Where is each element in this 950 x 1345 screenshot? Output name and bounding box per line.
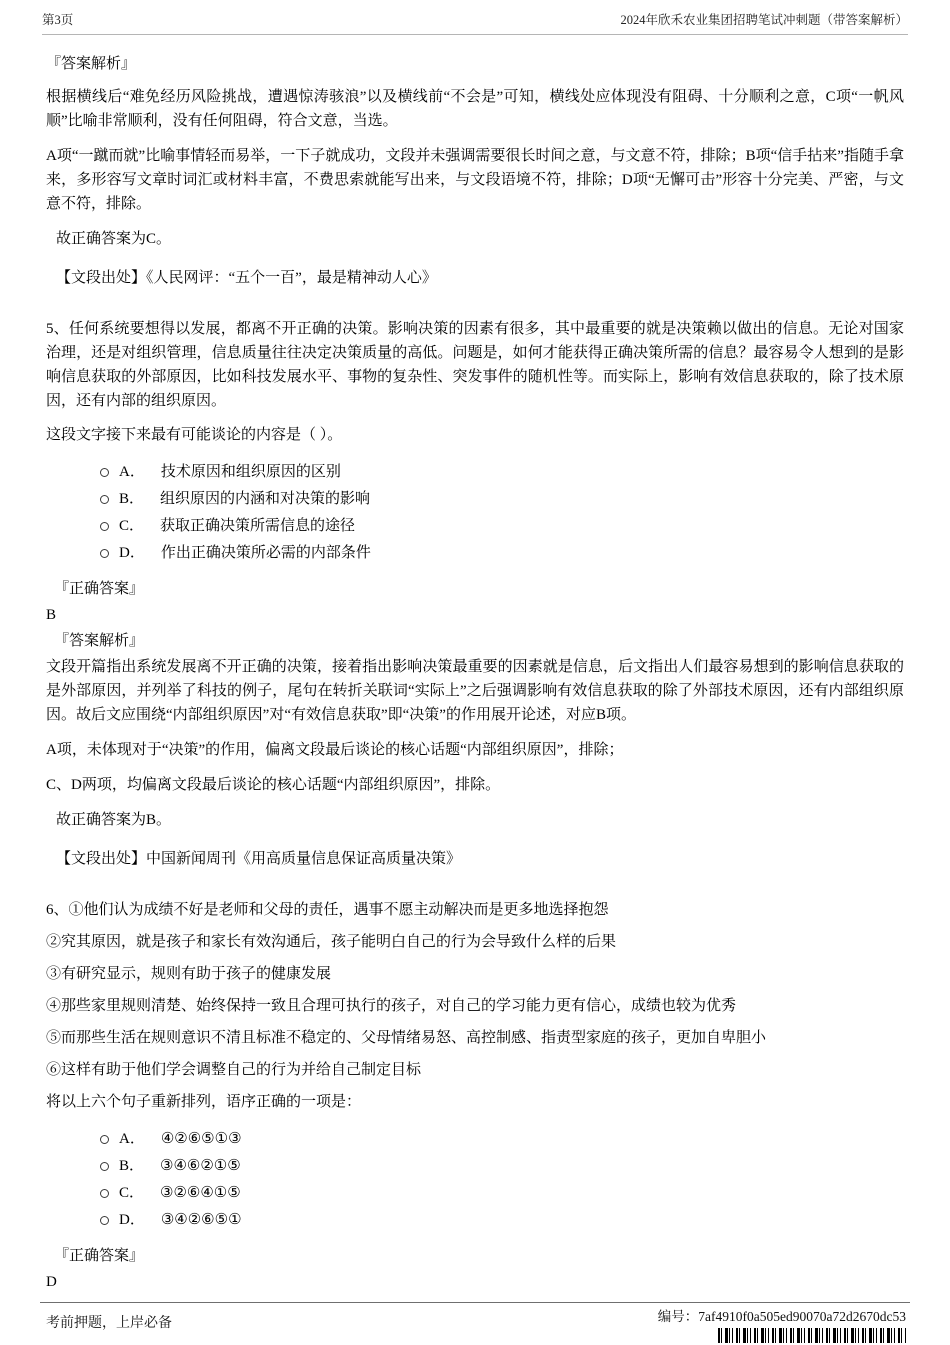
analysis-paragraph: C、D两项，均偏离文段最后谈论的核心话题“内部组织原因”，排除。 <box>46 777 501 793</box>
doc-number: 编号：7af4910f0a505ed90070a72d2670dc53 <box>657 1309 906 1324</box>
source-text: 【文段出处】《人民网评：“五个一百”，最是精神动人心》 <box>56 270 437 286</box>
option-letter: B． <box>119 1158 145 1174</box>
footer-divider <box>40 1302 910 1303</box>
question6-sentence: ②究其原因，就是孩子和家长有效沟通后，孩子能明白自己的行为会导致什么样的后果 <box>46 934 617 950</box>
correct-answer-label: 『正确答案』 <box>54 1248 145 1264</box>
page-content <box>46 52 904 1296</box>
page-header <box>42 10 908 35</box>
analysis-paragraph: A项“一蹴而就”比喻事情轻而易举，一下子就成功，文段并未强调需要很长时间之意，与文意不符，排除；B项“信手拈来”指随手拿来，多形容写文章时词汇或材料丰富，不费思索就能写出来，与文段语境不符，排除；D项“无懈可击”形容十分完美、严密，与文意不符，排除。 <box>46 148 904 212</box>
option-text: 组织原因的内涵和对决策的影响 <box>160 491 371 507</box>
analysis-label: 『答案解析』 <box>46 56 137 72</box>
radio-icon <box>100 522 109 531</box>
question6-sentence: ④那些家里规则清楚、始终保持一致且合理可执行的孩子，对自己的学习能力更有信心，成绩也较为优秀 <box>46 998 737 1014</box>
question6-options <box>46 1127 904 1232</box>
option-text: ③④⑥②①⑤ <box>160 1158 241 1174</box>
radio-icon <box>100 1189 109 1198</box>
option-text: 作出正确决策所必需的内部条件 <box>160 545 371 561</box>
option-letter: D． <box>119 1212 145 1228</box>
question5-options <box>46 460 904 565</box>
option-row <box>100 460 904 484</box>
option-letter: C． <box>119 1185 145 1201</box>
option-row <box>100 1154 904 1178</box>
doc-title: 2024年欣禾农业集团招聘笔试冲刺题（带答案解析） <box>620 13 908 27</box>
page-number: 第3页 <box>42 13 74 27</box>
question6-sentence: 6、①他们认为成绩不好是老师和父母的责任，遇事不愿主动解决而是更多地选择抱怨 <box>46 902 609 918</box>
analysis-paragraph: 根据横线后“难免经历风险挑战，遭遇惊涛骇浪”以及横线前“不会是”可知，横线处应体现没有阻碍、十分顺利之意，C项“一帆风顺”比喻非常顺利，没有任何阻碍，符合文意，当选。 <box>46 89 904 129</box>
option-letter: A． <box>119 464 145 480</box>
option-text: ③④②⑥⑤① <box>160 1212 242 1228</box>
barcode <box>718 1328 906 1343</box>
option-letter: C． <box>119 518 145 534</box>
question6-answer-value: D <box>46 1274 57 1290</box>
question5-prompt: 这段文字接下来最有可能谈论的内容是（ ）。 <box>46 427 343 443</box>
option-row <box>100 487 904 511</box>
question6-sentence: ⑤而那些生活在规则意识不清且标准不稳定的、父母情绪易怒、高控制感、指责型家庭的孩子，更加自卑胆小 <box>46 1030 767 1046</box>
analysis-paragraph: A项，未体现对于“决策”的作用，偏离文段最后谈论的核心话题“内部组织原因”，排除； <box>46 742 624 758</box>
radio-icon <box>100 1216 109 1225</box>
question6-sentence: ③有研究显示，规则有助于孩子的健康发展 <box>46 966 332 982</box>
option-row <box>100 1208 904 1232</box>
radio-icon <box>100 1135 109 1144</box>
option-text: ③②⑥④①⑤ <box>160 1185 241 1201</box>
analysis-paragraph: 文段开篇指出系统发展离不开正确的决策，接着指出影响决策最重要的因素就是信息，后文指出人们最容易想到的影响信息获取的是外部原因，并列举了科技的例子，尾句在转折关联词“实际上”之后强调影响有效信息获取的除了外部技术原因，还有内部组织原因。故后文应围绕“内部组织原因”对“有效信息获取”即“决策”的作用展开论述，对应B项。 <box>46 659 904 723</box>
option-letter: B． <box>119 491 145 507</box>
option-text: 技术原因和组织原因的区别 <box>160 464 341 480</box>
question6-prompt: 将以上六个句子重新排列，语序正确的一项是： <box>46 1094 362 1110</box>
footer-right <box>658 1305 906 1343</box>
option-row <box>100 541 904 565</box>
radio-icon <box>100 495 109 504</box>
option-letter: D． <box>119 545 145 561</box>
option-row <box>100 514 904 538</box>
question5-answer-value: B <box>46 607 57 623</box>
radio-icon <box>100 549 109 558</box>
radio-icon <box>100 1162 109 1171</box>
option-text: 获取正确决策所需信息的途径 <box>160 518 356 534</box>
conclusion-text: 故正确答案为B。 <box>56 812 172 828</box>
analysis-label: 『答案解析』 <box>54 633 145 649</box>
option-row <box>100 1127 904 1151</box>
question5-stem: 5、任何系统要想得以发展，都离不开正确的决策。影响决策的因素有很多，其中最重要的就是决策赖以做出的信息。无论对国家治理，还是对组织管理，信息质量往往决定决策质量的高低。问题是，如何才能获得正确决策所需的信息？最容易令人想到的是影响信息获取的外部原因，比如科技发展水平、事物的复杂性、突发事件的随机性等。而实际上，影响有效信息获取的，除了技术原因，还有内部的组织原因。 <box>46 321 904 409</box>
radio-icon <box>100 468 109 477</box>
footer-note: 考前押题，上岸必备 <box>46 1316 172 1331</box>
conclusion-text: 故正确答案为C。 <box>56 231 172 247</box>
option-row <box>100 1181 904 1205</box>
option-letter: A． <box>119 1131 145 1147</box>
option-text: ④②⑥⑤①③ <box>160 1131 242 1147</box>
source-text: 【文段出处】中国新闻周刊《用高质量信息保证高质量决策》 <box>56 851 462 867</box>
correct-answer-label: 『正确答案』 <box>54 581 145 597</box>
question6-sentence: ⑥这样有助于他们学会调整自己的行为并给自己制定目标 <box>46 1062 422 1078</box>
